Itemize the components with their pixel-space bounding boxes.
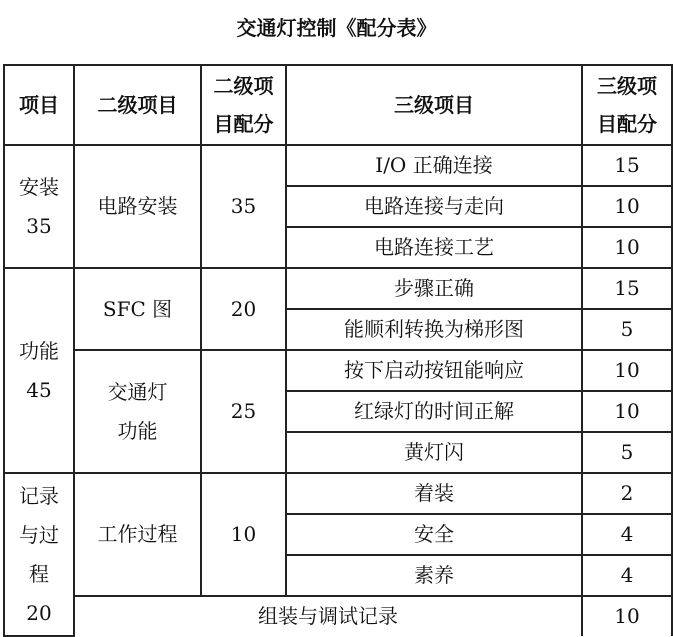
table-row [4, 473, 672, 514]
item-name: 安全 [286, 514, 582, 555]
header-tertiary-item: 三级项目 [286, 65, 582, 145]
item-score: 15 [582, 268, 672, 309]
item-score: 2 [582, 473, 672, 514]
item-score: 10 [582, 186, 672, 227]
header-tertiary-score: 三级项 目配分 [582, 65, 672, 145]
score-table [3, 64, 673, 637]
sub-work-process: 工作过程 [74, 473, 201, 596]
page-title: 交通灯控制《配分表》 [236, 16, 437, 40]
sub-traffic-light: 交通灯 功能 [74, 350, 201, 473]
header-secondary-item: 二级项目 [74, 65, 201, 145]
item-name: 素养 [286, 555, 582, 596]
group-function: 功能 45 [4, 268, 74, 473]
item-name: 步骤正确 [286, 268, 582, 309]
sub-circuit-install: 电路安装 [74, 145, 201, 268]
item-score: 5 [582, 432, 672, 473]
item-score: 5 [582, 309, 672, 350]
item-name: 黄灯闪 [286, 432, 582, 473]
table-row [4, 145, 672, 186]
item-score: 10 [582, 391, 672, 432]
item-score: 10 [582, 350, 672, 391]
item-name: 电路连接与走向 [286, 186, 582, 227]
item-name: I/O 正确连接 [286, 145, 582, 186]
item-name: 按下启动按钮能响应 [286, 350, 582, 391]
item-name: 红绿灯的时间正解 [286, 391, 582, 432]
sub-sfc: SFC 图 [74, 268, 201, 350]
table-row [4, 596, 672, 636]
sub-circuit-install-score: 35 [201, 145, 286, 268]
item-score: 15 [582, 145, 672, 186]
table-row [4, 350, 672, 391]
item-name: 电路连接工艺 [286, 227, 582, 268]
header-row [4, 65, 672, 145]
sub-work-process-score: 10 [201, 473, 286, 596]
group-install: 安装 35 [4, 145, 74, 268]
assembly-record: 组装与调试记录 [74, 596, 582, 636]
sub-sfc-score: 20 [201, 268, 286, 350]
item-score: 10 [582, 227, 672, 268]
item-score: 4 [582, 514, 672, 555]
item-name: 能顺利转换为梯形图 [286, 309, 582, 350]
assembly-record-score: 10 [582, 596, 672, 636]
header-secondary-score: 二级项 目配分 [201, 65, 286, 145]
sub-traffic-light-score: 25 [201, 350, 286, 473]
item-score: 4 [582, 555, 672, 596]
header-project: 项目 [4, 65, 74, 145]
group-record: 记录 与过 程 20 [4, 473, 74, 636]
table-row [4, 268, 672, 309]
item-name: 着装 [286, 473, 582, 514]
